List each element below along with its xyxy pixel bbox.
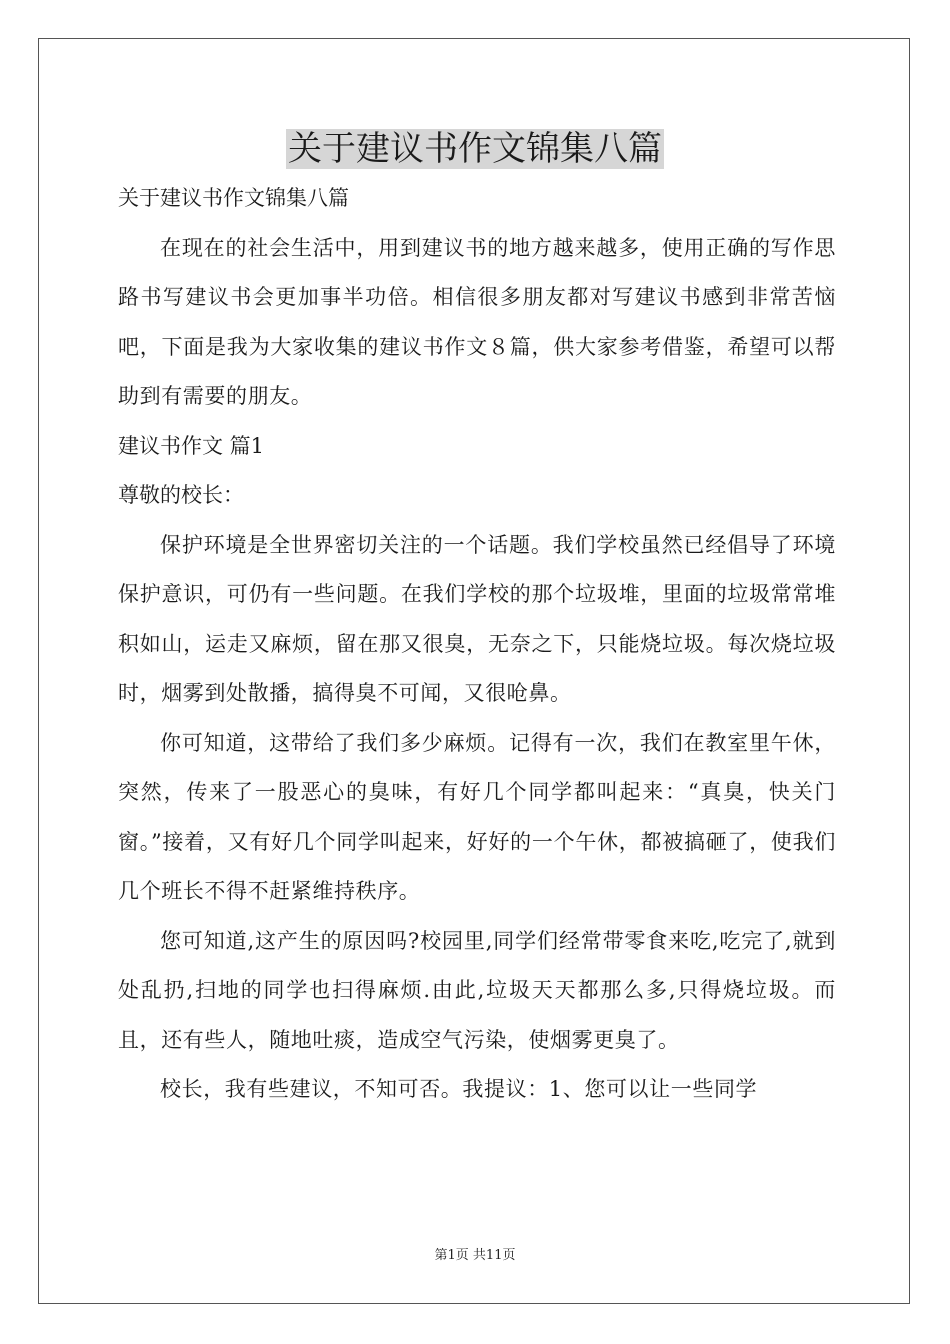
body-paragraph-3: 您可知道,这产生的原因吗?校园里,同学们经常带零食来吃,吃完了,就到处乱扔,扫地的同学也扫得麻烦.由此,垃圾天天都那么多,只得烧垃圾。而且，还有些人，随地吐痰，造成空气污染，使烟雾更臭了。	[118, 928, 836, 1052]
body-paragraph-4: 校长，我有些建议，不知可否。我提议：1、您可以让一些同学	[160, 1077, 758, 1101]
document-title	[0, 124, 950, 174]
document-body	[118, 174, 836, 1115]
page-number: 第1页 共11页	[434, 1248, 516, 1263]
salutation: 尊敬的校长：	[118, 483, 244, 507]
body-paragraph-1: 保护环境是全世界密切关注的一个话题。我们学校虽然已经倡导了环境保护意识，可仍有一些问题。在我们学校的那个垃圾堆，里面的垃圾常常堆积如山，运走又麻烦，留在那又很臭，无奈之下，只能烧垃圾。每次烧垃圾时，烟雾到处散播，搞得臭不可闻，又很呛鼻。	[118, 532, 836, 705]
document-title-text: 关于建议书作文锦集八篇	[288, 129, 662, 169]
intro-paragraph: 在现在的社会生活中，用到建议书的地方越来越多，使用正确的写作思路书写建议书会更加事半功倍。相信很多朋友都对写建议书感到非常苦恼吧，下面是我为大家收集的建议书作文８篇，供大家参考借鉴，希望可以帮助到有需要的朋友。	[118, 235, 836, 408]
page-footer	[0, 1246, 950, 1266]
document-subtitle: 关于建议书作文锦集八篇	[118, 186, 349, 210]
section-heading: 建议书作文 篇1	[118, 433, 265, 458]
body-paragraph-2: 你可知道，这带给了我们多少麻烦。记得有一次，我们在教室里午休，突然，传来了一股恶心的臭味，有好几个同学都叫起来：“真臭，快关门窗。”接着，又有好几个同学叫起来，好好的一个午休，都被搞砸了，使我们几个班长不得不赶紧维持秩序。	[118, 730, 836, 903]
